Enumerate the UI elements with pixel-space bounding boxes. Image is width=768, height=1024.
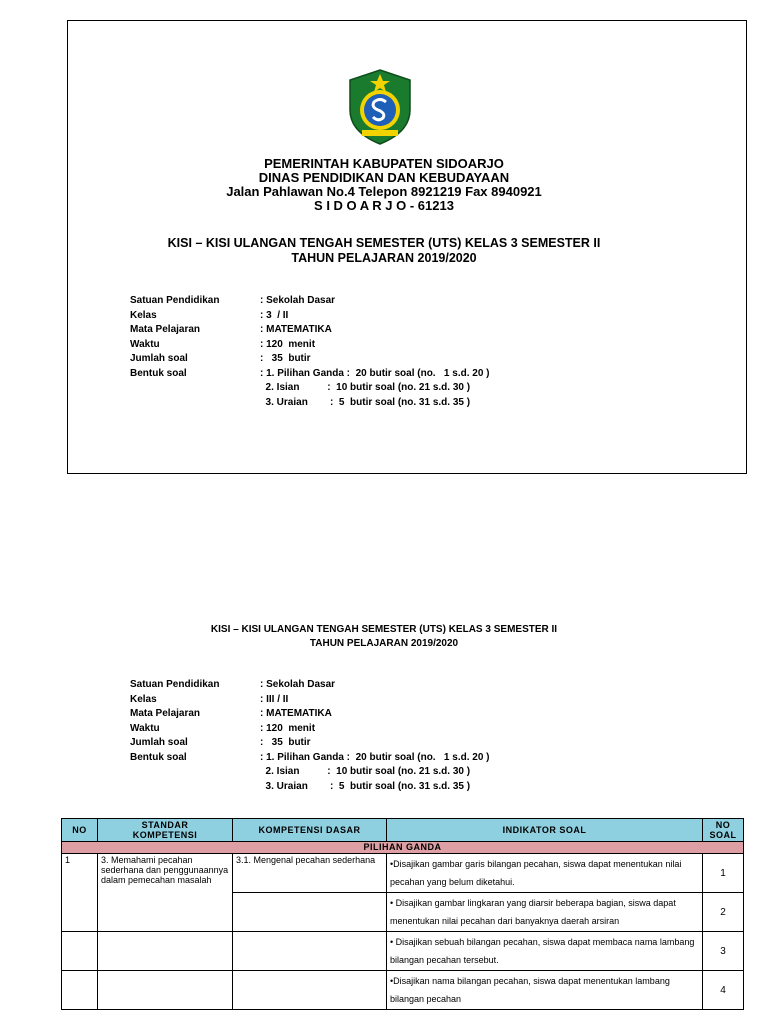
info-value: : 1. Pilihan Ganda : 20 butir soal (no. 1 s.d. 20 ) <box>260 367 490 379</box>
info-label: Mata Pelajaran <box>130 708 201 719</box>
info-value: : 3 / II <box>260 309 289 321</box>
info-value: 2. Isian : 10 butir soal (no. 21 s.d. 30 ) <box>260 382 471 393</box>
info-value: 3. Uraian : 5 butir soal (no. 31 s.d. 35 ) <box>260 780 471 792</box>
kompetensi-dasar-cell <box>233 893 387 932</box>
cover-title <box>0 236 768 266</box>
page2-title-line2: TAHUN PELAJARAN 2019/2020 <box>309 638 459 649</box>
info-label: Bentuk soal <box>130 751 187 763</box>
kompetensi-dasar-cell <box>233 971 387 1010</box>
cover-info <box>130 294 490 410</box>
standar-kompetensi-cell <box>98 932 233 971</box>
standar-kompetensi-cell: 3. Memahami pecahan sederhana dan penggunaannya dalam pemecahan masalah <box>98 854 233 932</box>
section-row <box>62 842 744 854</box>
info-label: Waktu <box>130 722 160 734</box>
cover-title-line1: KISI – KISI ULANGAN TENGAH SEMESTER (UTS) KELAS 3 SEMESTER II <box>167 236 601 250</box>
page2-info <box>130 678 490 794</box>
header-no: NO <box>62 819 98 842</box>
table-row <box>62 854 744 893</box>
letterhead-line1: PEMERINTAH KABUPATEN SIDOARJO <box>264 156 504 171</box>
header-no-soal: NO SOAL <box>703 819 744 842</box>
table-row <box>62 971 744 1010</box>
section-pilihan-ganda: PILIHAN GANDA <box>62 842 744 854</box>
letterhead-line4: S I D O A R J O - 61213 <box>314 198 454 213</box>
info-value: : MATEMATIKA <box>260 324 332 335</box>
no-soal-cell: 4 <box>703 971 744 1010</box>
info-value: : Sekolah Dasar <box>260 295 336 306</box>
info-label: Waktu <box>130 338 160 350</box>
info-value: : 120 menit <box>260 722 316 734</box>
info-value: : 35 butir <box>260 353 311 364</box>
no-soal-cell: 3 <box>703 932 744 971</box>
letterhead-line3: Jalan Pahlawan No.4 Telepon 8921219 Fax 8940921 <box>226 184 542 199</box>
info-label: Jumlah soal <box>130 353 188 364</box>
letterhead <box>0 157 768 213</box>
kompetensi-dasar-cell: 3.1. Mengenal pecahan sederhana <box>233 854 387 893</box>
info-value: 3. Uraian : 5 butir soal (no. 31 s.d. 35 ) <box>260 396 471 408</box>
info-label: Kelas <box>130 309 157 321</box>
info-label: Bentuk soal <box>130 367 187 379</box>
indikator-cell: •Disajikan gambar garis bilangan pecahan, siswa dapat menentukan nilai pecahan yang belum diketahui. <box>387 854 703 893</box>
kompetensi-dasar-cell <box>233 932 387 971</box>
info-label: Mata Pelajaran <box>130 324 201 335</box>
info-value: : MATEMATIKA <box>260 708 332 719</box>
header-standar-kompetensi: STANDAR KOMPETENSI <box>98 819 233 842</box>
info-value: : Sekolah Dasar <box>260 679 336 690</box>
info-value: : 35 butir <box>260 737 311 748</box>
header-kompetensi-dasar: KOMPETENSI DASAR <box>233 819 387 842</box>
indikator-cell: • Disajikan gambar lingkaran yang diarsir beberapa bagian, siswa dapat menentukan nilai pecahan dari banyaknya daerah arsiran <box>387 893 703 932</box>
standar-kompetensi-cell <box>98 971 233 1010</box>
info-label: Satuan Pendidikan <box>130 679 220 690</box>
indikator-cell: •Disajikan nama bilangan pecahan, siswa dapat menentukan lambang bilangan pecahan <box>387 971 703 1010</box>
no-soal-cell: 1 <box>703 854 744 893</box>
kisi-table <box>61 818 744 1010</box>
info-value: : III / II <box>260 693 289 705</box>
sidoarjo-seal-logo <box>340 66 420 146</box>
page2-title <box>0 623 768 651</box>
page2-title-line1: KISI – KISI ULANGAN TENGAH SEMESTER (UTS) KELAS 3 SEMESTER II <box>210 624 558 635</box>
info-label: Kelas <box>130 693 157 705</box>
info-label: Satuan Pendidikan <box>130 295 220 306</box>
info-value: 2. Isian : 10 butir soal (no. 21 s.d. 30 ) <box>260 766 471 777</box>
row-no: 1 <box>62 854 98 932</box>
no-soal-cell: 2 <box>703 893 744 932</box>
info-value: : 120 menit <box>260 338 316 350</box>
info-label: Jumlah soal <box>130 737 188 748</box>
indikator-cell: • Disajikan sebuah bilangan pecahan, siswa dapat membaca nama lambang bilangan pecahan tersebut. <box>387 932 703 971</box>
table-header-row <box>62 819 744 842</box>
info-value: : 1. Pilihan Ganda : 20 butir soal (no. 1 s.d. 20 ) <box>260 751 490 763</box>
header-indikator-soal: INDIKATOR SOAL <box>387 819 703 842</box>
table-row <box>62 932 744 971</box>
row-no <box>62 971 98 1010</box>
letterhead-line2: DINAS PENDIDIKAN DAN KEBUDAYAAN <box>258 170 510 185</box>
cover-title-line2: TAHUN PELAJARAN 2019/2020 <box>291 251 477 265</box>
row-no <box>62 932 98 971</box>
